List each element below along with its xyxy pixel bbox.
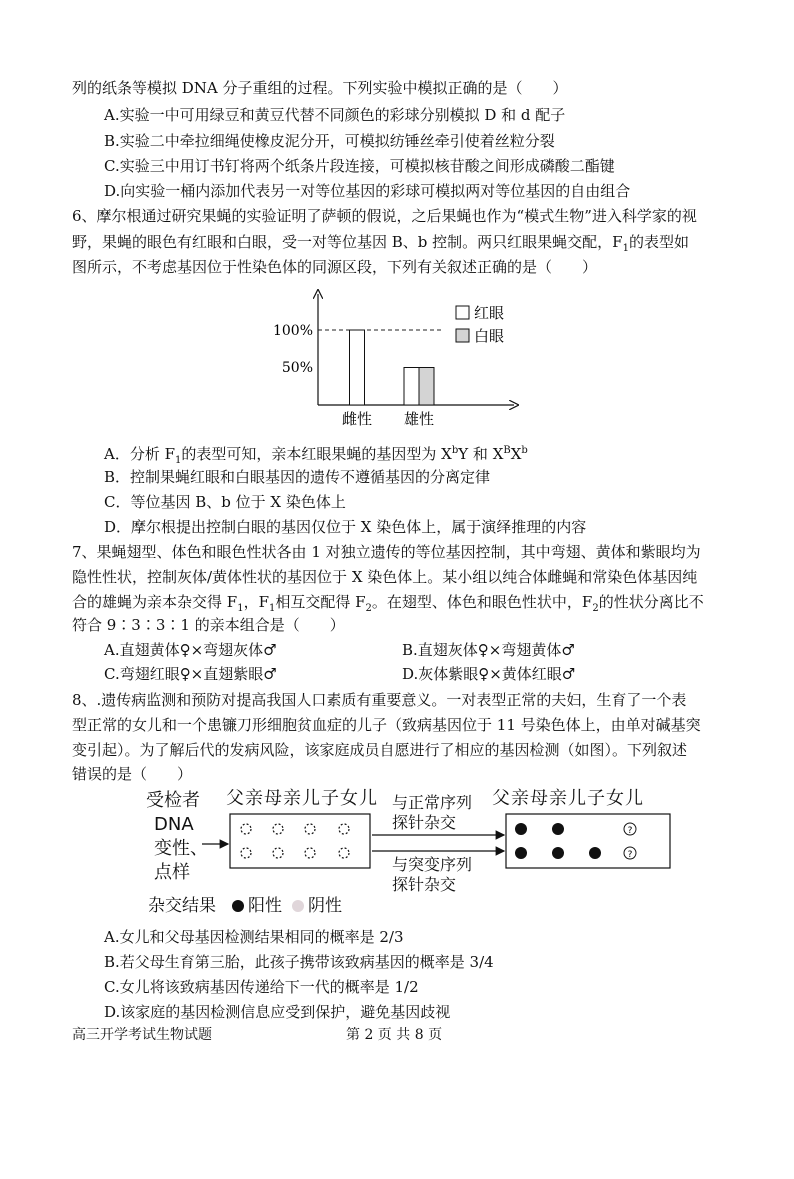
q7-stem-line4: 符合 9∶3∶3∶1 的亲本组合是（ ） [72,616,345,634]
diagram-left-label-1: 受检者 [146,790,200,811]
membrane-after [506,814,670,868]
q7-stem-line3: 合的雄蝇为亲本杂交得 $F_1$，$F_1$相互交配得 $F_2$。在翅型、体色和眼色性状中，$F_2$的性状分离比不 [72,593,704,614]
diagram-graphics [140,788,700,922]
result-positive-1-1 [515,823,527,835]
q5-option-a: A.实验一中可用绿豆和黄豆代替不同颜色的彩球分别模拟 D 和 d 配子 [104,106,566,124]
result-unknown-mark-1-4: ? [627,826,633,836]
result-positive-2-1 [515,847,527,859]
diagram-left-label-4: 点样 [154,862,190,883]
q8-stem-line2: 型正常的女儿和一个患镰刀形细胞贫血症的儿子（致病基因位于 11 号染色体上，由单对碱基突 [72,716,701,734]
ytick-100: 100% [272,323,313,339]
legend-label-white-eye: 白眼 [474,327,505,345]
probe-mutant-line1: 与突变序列 [392,855,473,874]
q5-option-d: D.向实验一桶内添加代表另一对等位基因的彩球可模拟两对等位基因的自由组合 [104,182,631,200]
q8-option-b: B.若父母生育第三胎，此孩子携带该致病基因的概率是 3/4 [104,953,494,971]
q7-option-a: A.直翅黄体♀×弯翅灰体♂ [104,641,277,659]
legend-positive-dot [232,900,244,912]
q7-option-d: D.灰体紫眼♀×黄体红眼♂ [402,665,576,683]
q7-option-b: B.直翅灰体♀×弯翅黄体♂ [402,641,575,659]
bar-雄性-白眼 [419,368,434,406]
legend-swatch-white-eye [456,329,469,342]
xtick-female: 雌性 [341,410,373,428]
q6-option-b: B．控制果蝇红眼和白眼基因的遗传不遵循基因的分离定律 [104,468,491,486]
bar-雌性-红眼 [350,330,365,405]
legend-positive-label: 阳性 [248,896,282,916]
q8-option-a: A.女儿和父母基因检测结果相同的概率是 2/3 [104,928,404,946]
legend-swatch-red-eye [456,306,469,319]
q5-option-b: B.实验二中牵拉细绳使橡皮泥分开，可模拟纺锤丝牵引使着丝粒分裂 [104,132,555,150]
legend-negative-label: 阴性 [308,896,342,916]
result-unknown-mark-2-4: ? [627,850,633,860]
probe-normal-line2: 探针杂交 [392,813,457,832]
gene-test-diagram [140,788,700,922]
legend-negative-dot [292,900,304,912]
result-label: 杂交结果 [148,896,216,916]
probe-mutant-line2: 探针杂交 [392,875,457,894]
xtick-male: 雄性 [403,410,435,428]
q7-stem-line1: 7、果蝇翅型、体色和眼色性状各由 1 对独立遗传的等位基因控制，其中弯翅、黄体和紫眼均为 [72,543,701,561]
q8-stem-line3: 变引起）。为了解后代的发病风险，该家庭成员自愿进行了相应的基因检测（如图）。下列叙述 [72,741,688,759]
q7-option-c: C.弯翅红眼♀×直翅紫眼♂ [104,665,277,683]
result-positive-2-2 [552,847,564,859]
q6-bar-chart [270,288,530,430]
bar-雄性-红眼 [404,368,419,406]
ytick-50: 50% [281,360,313,376]
q6-stem-line2: 野，果蝇的眼色有红眼和白眼，受一对等位基因 B、b 控制。两只红眼果蝇交配，$F_1$的表型如 [72,233,689,254]
footer-page-number: 第 2 页 共 8 页 [346,1027,443,1043]
legend-label-red-eye: 红眼 [474,304,505,322]
result-positive-2-3 [589,847,601,859]
q8-stem-line1: 8、.遗传病监测和预防对提高我国人口素质有重要意义。一对表型正常的夫妇，生育了一个表 [72,691,687,709]
q6-stem-line3: 图所示，不考虑基因位于性染色体的同源区段，下列有关叙述正确的是（ ） [72,258,598,276]
q5-option-c: C.实验三中用订书钉将两个纸条片段连接，可模拟核苷酸之间形成磷酸二酯键 [104,157,615,175]
q6-stem-line1: 6、摩尔根通过研究果蝇的实验证明了萨顿的假说，之后果蝇也作为“模式生物”进入科学家的视 [72,207,697,225]
diagram-left-label-2: DNA [154,814,194,835]
q6-option-a: A．分析 $F_1$的表型可知，亲本红眼果蝇的基因型为 $X^bY$ 和 $X^BX^b$ [104,445,528,466]
result-positive-1-2 [552,823,564,835]
footer-exam-title: 高三开学考试生物试题 [72,1027,212,1043]
probe-normal-line1: 与正常序列 [392,793,473,812]
q7-stem-line2: 隐性性状，控制灰体/黄体性状的基因位于 X 染色体上。某小组以纯合体雌蝇和常染色体基因纯 [72,568,698,586]
q8-option-d: D.该家庭的基因检测信息应受到保护，避免基因歧视 [104,1003,451,1021]
q5-stem-end: 列的纸条等模拟 DNA 分子重组的过程。下列实验中模拟正确的是（ ） [72,79,568,97]
membrane-before [230,814,370,868]
members-label-right: 父亲母亲儿子女儿 [492,788,644,809]
q6-option-c: C．等位基因 B、b 位于 X 染色体上 [104,493,346,511]
q8-option-c: C.女儿将该致病基因传递给下一代的概率是 1/2 [104,978,419,996]
members-label-left: 父亲母亲儿子女儿 [226,788,378,809]
diagram-left-label-3: 变性、 [154,838,208,859]
q6-option-d: D．摩尔根提出控制白眼的基因仅位于 X 染色体上，属于演绎推理的内容 [104,518,587,536]
q8-stem-line4: 错误的是（ ） [72,765,193,783]
